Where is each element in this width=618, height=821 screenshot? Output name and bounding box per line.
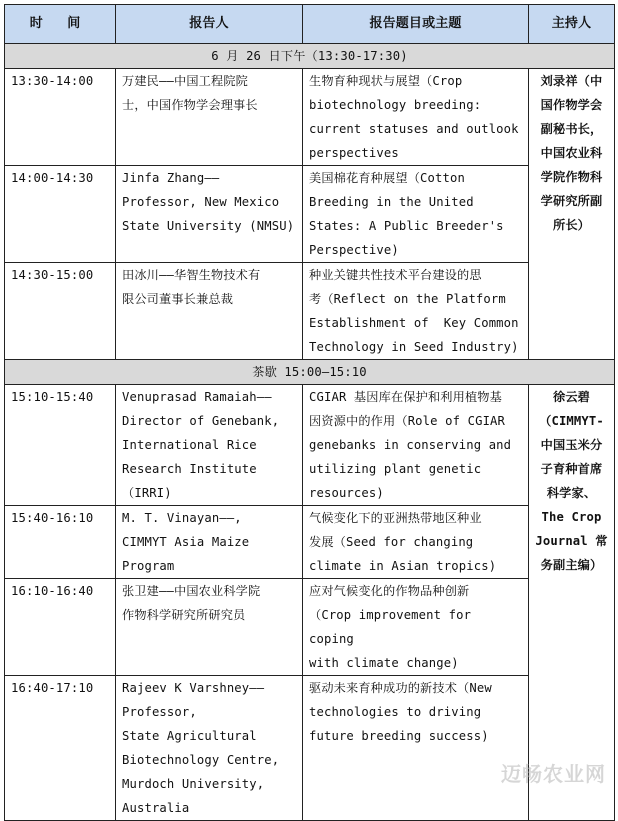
- table-row: [5, 263, 615, 360]
- time-cell: 15:40-16:10: [5, 506, 116, 579]
- host-cell: 刘录祥（中 国作物学会 副秘书长， 中国农业科 学院作物科 学研究所副 所长）: [529, 69, 615, 360]
- watermark-logo: 迈畅农业网: [501, 762, 606, 786]
- topic-cell: 种业关键共性技术平台建设的思 考（Reflect on the Platform Establishment of Key Common Technology in Seed Industry): [303, 263, 529, 360]
- speaker-cell: M. T. Vinayan——, CIMMYT Asia Maize Program: [116, 506, 303, 579]
- session-heading-row: [5, 44, 615, 69]
- schedule-table: [4, 4, 615, 821]
- speaker-cell: 田冰川——华智生物技术有 限公司董事长兼总裁: [116, 263, 303, 360]
- speaker-cell: Jinfa Zhang—— Professor, New Mexico State University (NMSU): [116, 166, 303, 263]
- session-label: 6 月 26 日下午（13:30-17:30): [5, 44, 615, 69]
- header-row: [5, 5, 615, 44]
- speaker-cell: Rajeev K Varshney—— Professor, State Agricultural Biotechnology Centre, Murdoch University, Australia: [116, 676, 303, 821]
- speaker-cell: 万建民——中国工程院院 士，中国作物学会理事长: [116, 69, 303, 166]
- header-speaker: 报告人: [116, 5, 303, 44]
- topic-cell: 气候变化下的亚洲热带地区种业 发展（Seed for changing climate in Asian tropics): [303, 506, 529, 579]
- time-cell: 16:40-17:10: [5, 676, 116, 821]
- topic-cell: 应对气候变化的作物品种创新 （Crop improvement for coping with climate change): [303, 579, 529, 676]
- table-row: [5, 506, 615, 579]
- time-cell: 14:30-15:00: [5, 263, 116, 360]
- time-cell: 16:10-16:40: [5, 579, 116, 676]
- header-topic: 报告题目或主题: [303, 5, 529, 44]
- table-row: [5, 676, 615, 821]
- table-row: [5, 579, 615, 676]
- time-cell: 15:10-15:40: [5, 385, 116, 506]
- topic-cell: 美国棉花育种展望（Cotton Breeding in the United States: A Public Breeder's Perspective): [303, 166, 529, 263]
- host-cell: 徐云碧 （CIMMYT- 中国玉米分 子育种首席 科学家、 The Crop Journal 常 务副主编）: [529, 385, 615, 821]
- speaker-cell: 张卫建——中国农业科学院 作物科学研究所研究员: [116, 579, 303, 676]
- header-time: 时 间: [5, 5, 116, 44]
- time-cell: 14:00-14:30: [5, 166, 116, 263]
- break-row: [5, 360, 615, 385]
- time-cell: 13:30-14:00: [5, 69, 116, 166]
- table-row: [5, 166, 615, 263]
- break-label: 茶歇 15:00—15:10: [5, 360, 615, 385]
- topic-cell: 生物育种现状与展望（Crop biotechnology breeding: current statuses and outlook perspectives: [303, 69, 529, 166]
- table-row: [5, 385, 615, 506]
- topic-cell: CGIAR 基因库在保护和利用植物基 因资源中的作用（Role of CGIAR genebanks in conserving and utilizing plant genetic resources): [303, 385, 529, 506]
- header-host: 主持人: [529, 5, 615, 44]
- table-row: [5, 69, 615, 166]
- speaker-cell: Venuprasad Ramaiah—— Director of Genebank, International Rice Research Institute （IRRI): [116, 385, 303, 506]
- topic-cell: 驱动未来育种成功的新技术（New technologies to driving future breeding success): [303, 676, 529, 821]
